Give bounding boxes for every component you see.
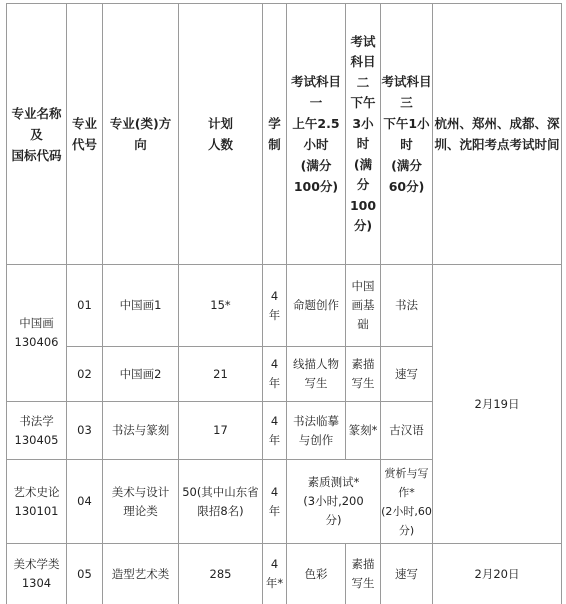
row-01-years: 4 年 xyxy=(268,288,281,322)
major-name-shufa: 书法学 130405 xyxy=(14,413,59,447)
major-name-guohua: 中国画 130406 xyxy=(14,316,59,349)
header-subject-2: 考试 科目 二 下午 3小 时 (满 分 100 分) xyxy=(349,33,377,233)
row-02-plan: 21 xyxy=(213,366,228,381)
row-05-years: 4 年* xyxy=(265,557,284,590)
row-03-direction: 书法与篆刻 xyxy=(111,423,170,437)
row-03-code: 03 xyxy=(77,423,92,437)
row-04-subject-3: 赏析与写作* (2小时,60 分) xyxy=(381,466,432,537)
header-study-years: 学 制 xyxy=(268,116,281,152)
exam-date-feb-20: 2月20日 xyxy=(474,566,520,581)
header-direction: 专业(类)方 向 xyxy=(109,116,172,152)
row-05-code: 05 xyxy=(77,566,92,581)
row-01-subject-2: 中国 画基 础 xyxy=(351,279,375,331)
row-01-subject-1: 命题创作 xyxy=(293,298,339,312)
row-05-subject-3: 速写 xyxy=(395,566,418,581)
row-01-subject-3: 书法 xyxy=(395,298,418,312)
header-major-name: 专业名称 及 国标代码 xyxy=(11,105,62,163)
exam-date-feb-19: 2月19日 xyxy=(474,396,520,411)
row-03-years: 4 年 xyxy=(268,413,281,447)
row-02-direction: 中国画2 xyxy=(119,366,162,381)
row-03-plan: 17 xyxy=(213,423,228,437)
row-03-subject-2: 篆刻* xyxy=(348,423,378,437)
row-05-direction: 造型艺术类 xyxy=(111,566,170,581)
header-exam-time: 杭州、郑州、成都、深 圳、沈阳考点考试时间 xyxy=(434,116,560,152)
row-01-plan: 15* xyxy=(210,298,231,312)
row-04-direction: 美术与设计 理论类 xyxy=(111,484,170,518)
major-name-yishushilun: 艺术史论 130101 xyxy=(13,484,60,518)
row-01-direction: 中国画1 xyxy=(119,298,162,312)
major-name-meishuxuelei: 美术学类 1304 xyxy=(13,557,60,590)
row-03-subject-1: 书法临摹 与创作 xyxy=(293,413,339,447)
row-04-subject-1-2: 素质测试* (3小时,200 分) xyxy=(303,475,364,527)
row-02-years: 4 年 xyxy=(268,357,281,390)
row-04-years: 4 年 xyxy=(268,484,281,518)
row-02-subject-2: 素描 写生 xyxy=(351,357,375,390)
row-02-subject-3: 速写 xyxy=(395,366,418,381)
row-04-plan: 50(其中山东省 限招8名) xyxy=(182,484,259,518)
row-04-code: 04 xyxy=(77,494,92,508)
header-subject-1: 考试科目 一 上午2.5 小时 (满分 100分) xyxy=(290,74,341,194)
header-major-code: 专业 代号 xyxy=(71,116,97,152)
row-05-plan: 285 xyxy=(209,566,232,581)
row-05-subject-2: 素描 写生 xyxy=(351,557,375,590)
row-03-subject-3: 古汉语 xyxy=(389,423,424,437)
header-plan-count: 计划 人数 xyxy=(207,116,233,152)
row-02-code: 02 xyxy=(77,366,92,381)
row-02-subject-1: 线描人物 写生 xyxy=(293,357,339,390)
row-05-subject-1: 色彩 xyxy=(304,566,328,581)
row-01-code: 01 xyxy=(77,298,92,312)
header-subject-3: 考试科目 三 下午1小 时 (满分 60分) xyxy=(381,74,432,194)
